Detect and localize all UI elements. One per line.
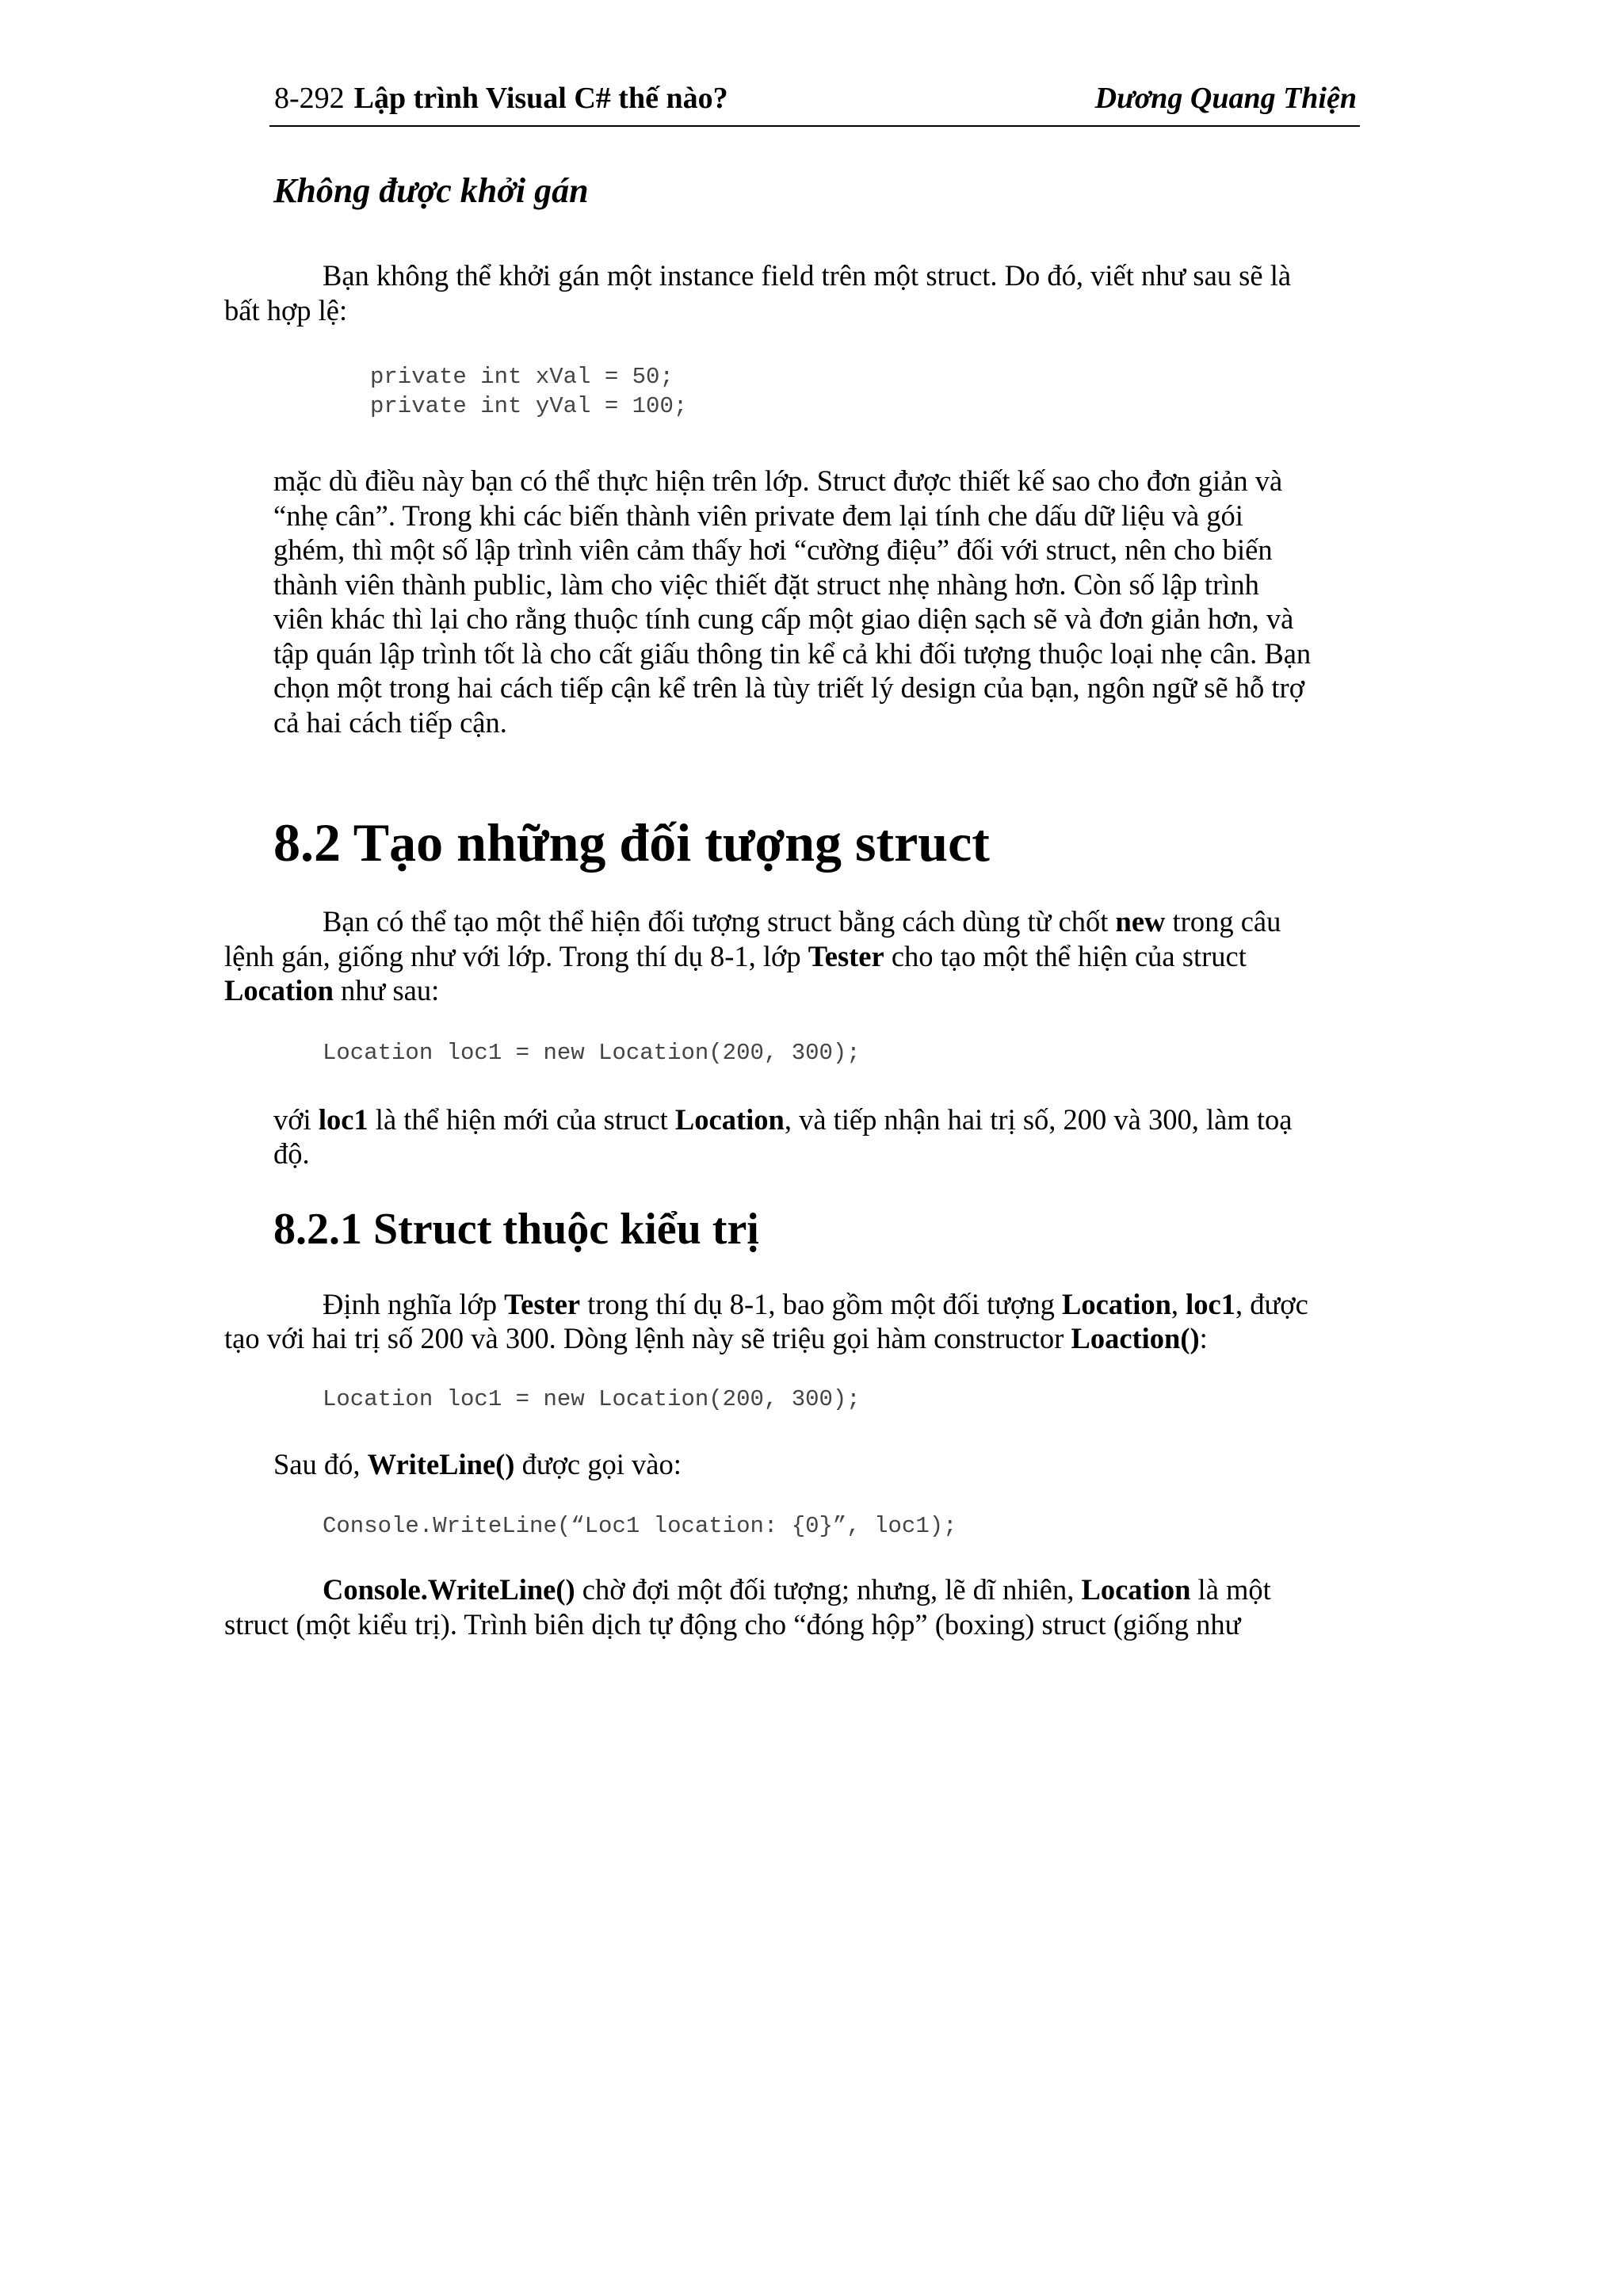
text-line: chọn một trong hai cách tiếp cận kể trên là tùy triết lý design của bạn, ngôn ngữ sẽ hỗ trợ: [273, 671, 1305, 704]
paragraph: [273, 1102, 1359, 1171]
text-line: mặc dù điều này bạn có thể thực hiện trên lớp. Struct được thiết kế sao cho đơn giản và: [273, 464, 1283, 497]
code-line: private int xVal = 50;: [370, 364, 674, 390]
subsection-title: Không được khởi gán: [273, 171, 589, 210]
keyword: Console.WriteLine(): [323, 1573, 575, 1606]
text-run: Định nghĩa lớp: [323, 1287, 505, 1320]
text-line: viên khác thì lại cho rằng thuộc tính cung cấp một giao diện sạch sẽ và đơn giản hơn, và: [273, 602, 1294, 635]
keyword: Location: [1081, 1573, 1191, 1606]
text-run: trong câu: [1165, 905, 1281, 938]
keyword: WriteLine(): [367, 1447, 515, 1480]
text-line: [273, 1102, 1359, 1137]
text-line: [273, 1447, 1359, 1482]
text-run: , được: [1235, 1287, 1308, 1320]
page-content: [224, 170, 1359, 1641]
text-run: , và tiếp nhận hai trị số, 200 và 300, làm toạ: [784, 1102, 1293, 1136]
text-line: “nhẹ cân”. Trong khi các biến thành viên private đem lại tính che dấu dữ liệu và gói: [273, 499, 1243, 532]
text-run: ,: [1170, 1287, 1186, 1320]
paragraph: [224, 1572, 1359, 1641]
text-run: cho tạo một thể hiện của struct: [884, 939, 1247, 972]
keyword: Location: [224, 974, 334, 1007]
text-line: thành viên thành public, làm cho việc thiết đặt struct nhẹ nhàng hơn. Còn số lập trình: [273, 567, 1259, 601]
keyword: Tester: [504, 1287, 581, 1320]
paragraph: [224, 904, 1359, 1008]
keyword: Tester: [808, 939, 884, 972]
text-run: :: [1199, 1322, 1208, 1354]
text-line: độ.: [273, 1137, 310, 1170]
keyword: new: [1115, 905, 1166, 938]
text-run: Bạn có thể tạo một thể hiện đối tượng struct bằng cách dùng từ chốt: [323, 905, 1116, 938]
text-line: struct (một kiểu trị). Trình biên dịch tự động cho “đóng hộp” (boxing) struct (giống như: [224, 1607, 1241, 1641]
page-number: 8-292: [274, 82, 345, 115]
code-line: private int yVal = 100;: [370, 393, 688, 419]
code-line: Location loc1 = new Location(200, 300);: [323, 1385, 861, 1412]
text-line: Bạn không thể khởi gán một instance field trên một struct. Do đó, viết như sau sẽ là: [323, 259, 1292, 292]
text-run: như sau:: [333, 974, 440, 1007]
section-heading: 8.2 Tạo những đối tượng struct: [273, 812, 990, 873]
text-line: cả hai cách tiếp cận.: [273, 705, 507, 739]
text-line: [273, 1287, 1359, 1322]
text-run: trong thí dụ 8-1, bao gồm một đối tượng: [580, 1287, 1062, 1320]
subsection-heading: 8.2.1 Struct thuộc kiểu trị: [273, 1204, 759, 1254]
paragraph: [273, 464, 1359, 739]
keyword: Loaction(): [1071, 1322, 1200, 1354]
text-run: chờ đợi một đối tượng; nhưng, lẽ dĩ nhiên,: [575, 1573, 1082, 1606]
keyword: Location: [1062, 1287, 1171, 1320]
code-block: [370, 362, 1359, 421]
text-line: [273, 1572, 1359, 1607]
book-title: Lập trình Visual C# thế nào?: [353, 82, 728, 115]
text-run: Sau đó,: [273, 1447, 368, 1480]
text-line: [224, 1321, 1359, 1356]
text-run: được gọi vào:: [514, 1447, 682, 1480]
text-run: tạo với hai trị số 200 và 300. Dòng lệnh này sẽ triệu gọi hàm constructor: [224, 1322, 1071, 1354]
text-run: lệnh gán, giống như với lớp. Trong thí dụ 8-1, lớp: [224, 939, 808, 972]
page-header: [269, 76, 1360, 127]
text-line: [224, 939, 1359, 974]
author-name: Dương Quang Thiện: [1094, 82, 1357, 115]
paragraph: [224, 258, 1359, 327]
paragraph: [224, 1287, 1359, 1356]
text-line: [273, 904, 1359, 939]
text-line: bất hợp lệ:: [224, 293, 348, 327]
code-line: Console.WriteLine(“Loc1 location: {0}”, loc1);: [323, 1513, 957, 1539]
text-line: [224, 973, 1359, 1008]
text-run: là một: [1190, 1573, 1271, 1606]
header-left: [274, 81, 728, 116]
text-run: với: [273, 1102, 319, 1136]
paragraph: [273, 1447, 1359, 1482]
keyword: Location: [674, 1102, 785, 1136]
keyword: loc1: [318, 1102, 369, 1136]
text-line: tập quán lập trình tốt là cho cất giấu thông tin kể cả khi đối tượng thuộc loại nhẹ cân. Bạn: [273, 636, 1312, 670]
keyword: loc1: [1186, 1287, 1235, 1320]
text-line: ghém, thì một số lập trình viên cảm thấy hơi “cường điệu” đối với struct, nên cho biến: [273, 533, 1273, 566]
code-line: Location loc1 = new Location(200, 300);: [323, 1039, 861, 1066]
text-run: là thể hiện mới của struct: [368, 1102, 675, 1136]
